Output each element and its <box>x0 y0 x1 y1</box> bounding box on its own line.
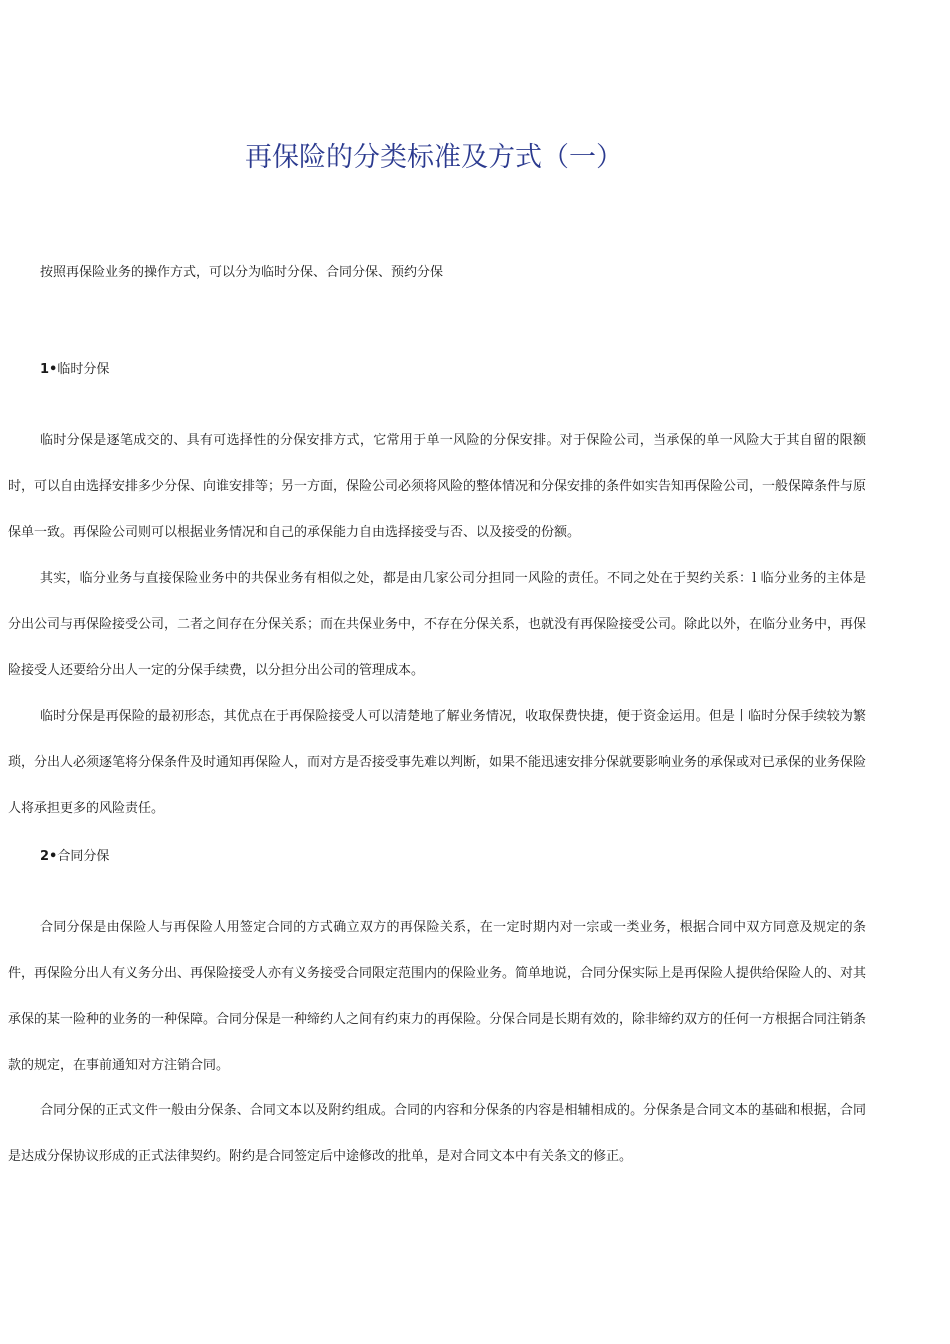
paragraph-2-2: 合同分保的正式文件一般由分保条、合同文本以及附约组成。合同的内容和分保条的内容是相辅相成的。分保条是合同文本的基础和根据，合同是达成分保协议形成的正式法律契约。附约是合同签定后中途修改的批单，是对合同文本中有关条文的修正。 <box>8 1103 866 1164</box>
section-title-1: 临时分保 <box>57 362 110 377</box>
section-heading-1 <box>40 360 109 380</box>
page-title: 再保险的分类标准及方式（一） <box>245 142 623 173</box>
intro-text: 按照再保险业务的操作方式，可以分为临时分保、合同分保、预约分保 <box>40 265 444 280</box>
section-heading-2 <box>40 847 109 867</box>
paragraph-1-1: 临时分保是逐笔成交的、具有可选择性的分保安排方式，它常用于单一风险的分保安排。对于保险公司，当承保的单一风险大于其自留的限额时，可以自由选择安排多少分保、向谁安排等；另一方面，保险公司必须将风险的整体情况和分保安排的条件如实告知再保险公司，一般保障条件与原保单一致。再保险公司则可以根据业务情况和自己的承保能力自由选择接受与否、以及接受的份额。 <box>8 433 867 540</box>
paragraph-1-3: 临时分保是再保险的最初形态，其优点在于再保险接受人可以清楚地了解业务情况，收取保费快捷，便于资金运用。但是丨临时分保手续较为繁琐，分出人必须逐笔将分保条件及时通知再保险人，而对方是否接受事先难以判断，如果不能迅速安排分保就要影响业务的承保或对已承保的业务保险人将承担更多的风险责任。 <box>8 709 867 816</box>
paragraph-1-2: 其实，临分业务与直接保险业务中的共保业务有相似之处，都是由几家公司分担同一风险的责任。不同之处在于契约关系：l 临分业务的主体是分出公司与再保险接受公司，二者之间存在分保关系；而在共保业务中，不存在分保关系，也就没有再保险接受公司。除此以外，在临分业务中，再保险接受人还要给分出人一定的分保手续费，以分担分出公司的管理成本。 <box>8 571 867 678</box>
paragraph-2-1: 合同分保是由保险人与再保险人用签定合同的方式确立双方的再保险关系，在一定时期内对一宗或一类业务，根据合同中双方同意及规定的条件，再保险分出人有义务分出、再保险接受人亦有义务接受合同限定范围内的保险业务。简单地说，合同分保实际上是再保险人提供给保险人的、对其承保的某一险种的业务的一种保障。合同分保是一种缔约人之间有约束力的再保险。分保合同是长期有效的，除非缔约双方的任何一方根据合同注销条款的规定，在事前通知对方注销合同。 <box>8 920 867 1073</box>
section-number-1: 1• <box>40 362 58 377</box>
section-title-2: 合同分保 <box>57 849 110 864</box>
section-number-2: 2• <box>40 849 58 864</box>
